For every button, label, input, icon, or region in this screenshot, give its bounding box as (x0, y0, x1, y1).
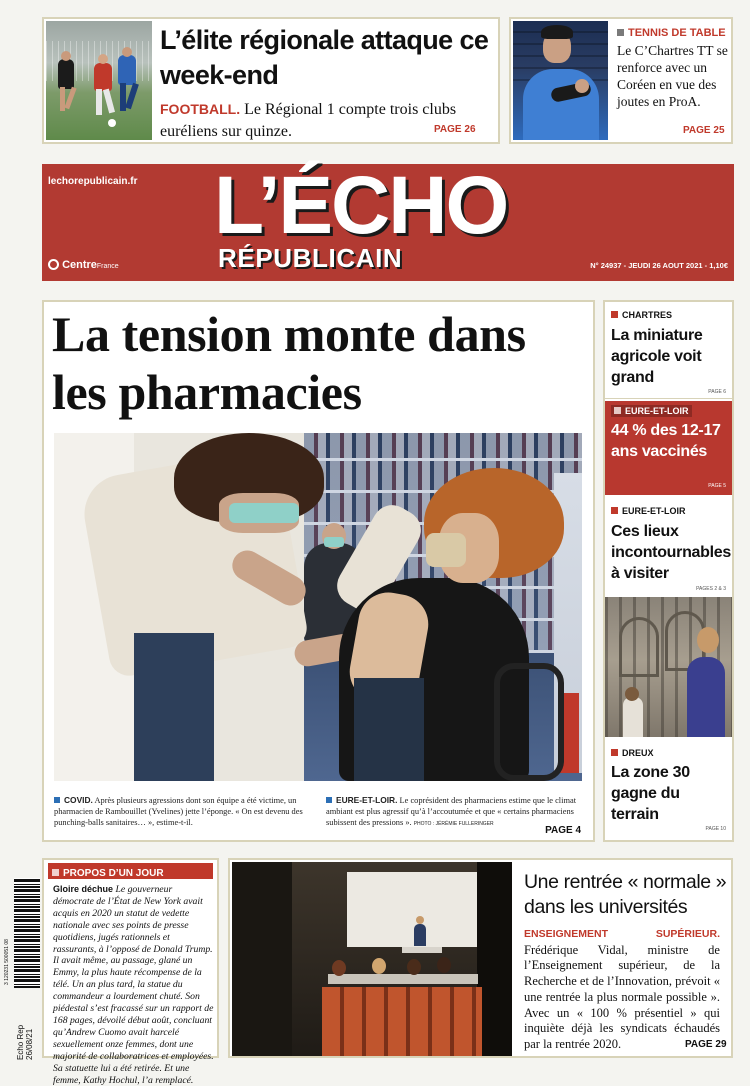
football-text: FOOTBALL. Le Régional 1 compte trois clubs euréliens sur quinze. (160, 101, 457, 140)
kicker-square-icon (611, 749, 618, 756)
caption-left: COVID. Après plusieurs agressions dont son équipe a été victime, un pharmacien de Rambouillet (Yvelines) jette l’éponge. « On est devenu des punching-balls sanitaires… », estime-t-il. (54, 795, 303, 827)
kicker-square-icon (611, 507, 618, 514)
main-page: PAGE 4 (545, 825, 581, 836)
sidebar-item-vaccination[interactable]: EURE-ET-LOIR 44 % des 12-17 ans vaccinés PAGE 5 (605, 401, 732, 495)
masthead-site-url[interactable]: lechorepublicain.fr (48, 176, 138, 187)
kicker-square-icon (617, 29, 624, 36)
main-headline: La tension monte dans les pharmacies (52, 306, 526, 420)
sidebar-item-dreux[interactable]: DREUX La zone 30 gagne du terrain PAGE 10 (605, 738, 732, 840)
centre-france-icon (48, 259, 59, 270)
group-logo[interactable]: CentreFrance (48, 259, 119, 271)
caption-square-icon (326, 797, 332, 803)
kicker-square-icon (611, 311, 618, 318)
barcode-number: 3 120231 500051 08 (4, 939, 10, 985)
sidebar-item-chartres[interactable]: CHARTRES La miniature agricole voit grand PAGE 6 (605, 302, 732, 399)
sidebar-page: PAGE 10 (705, 826, 726, 832)
tennis-page: PAGE 25 (683, 125, 725, 136)
football-photo (46, 21, 152, 140)
issue-info: N° 24937 - JEUDI 26 AOUT 2021 - 1,10€ (590, 261, 728, 270)
tennis-photo (513, 21, 608, 140)
university-text: ENSEIGNEMENT SUPÉRIEUR. Frédérique Vidal, ministre de l’Enseignement supérieur, de la Recherche et de l’Innovation, prévoit « une rentrée la plus normale possible ». Avec un « 100 % présentiel » qui inquiète déjà les syndicats échaudés par la rentrée 2020. (524, 928, 720, 1051)
teaser-football[interactable] (42, 17, 500, 144)
masthead-subtitle: RÉPUBLICAIN (218, 243, 403, 273)
football-headline: L’élite régionale attaque ce week-end (160, 25, 489, 90)
sidebar-title: La miniature agricole voit grand (611, 327, 703, 386)
university-page: PAGE 29 (685, 1039, 727, 1050)
sidebar-page: PAGE 5 (708, 483, 726, 489)
university-kicker: ENSEIGNEMENT SUPÉRIEUR. (524, 928, 720, 940)
sidebar-page: PAGE 6 (708, 389, 726, 395)
lecture-hall-photo (232, 862, 512, 1056)
main-story[interactable] (42, 300, 595, 842)
tennis-text: Le C’Chartres TT se renforce avec un Coréen en vue des joutes en ProA. (617, 43, 728, 109)
university-headline: Une rentrée « normale » dans les universités (524, 871, 727, 918)
masthead-title: L’ÉCHO (214, 160, 508, 251)
sidebar-page: PAGES 2 & 3 (696, 586, 726, 592)
kicker-square-icon (614, 407, 621, 414)
football-page: PAGE 26 (434, 124, 476, 135)
photo-credit: PHOTO : JÉRÉMIE FULLERINGER (413, 821, 494, 827)
barcode (14, 878, 40, 988)
propos-dun-jour[interactable] (42, 858, 219, 1086)
sidebar-title: La zone 30 gagne du terrain (611, 764, 690, 823)
propos-header: PROPOS D’UN JOUR (48, 863, 213, 879)
football-kicker: FOOTBALL. (160, 101, 241, 117)
masthead (42, 160, 734, 281)
university-story[interactable] (228, 858, 733, 1058)
teaser-tennis[interactable] (509, 17, 733, 144)
sidebar-title: Ces lieux incontournables à visiter (611, 523, 731, 582)
tennis-kicker: TENNIS DE TABLE (617, 27, 726, 39)
pharmacy-photo (54, 433, 582, 781)
barcode-label: Echo Rep 26/08/21 (16, 1024, 34, 1060)
lieux-photo (605, 597, 732, 737)
sidebar-item-lieux[interactable]: EURE-ET-LOIR Ces lieux incontournables à visiter PAGES 2 & 3 (605, 497, 732, 596)
caption-right: EURE-ET-LOIR. Le coprésident des pharmaciens estime que le climat ambiant est plus agressif qu’à l’accoutumée et que « certains pharmaciens subissent des pressions ». PHOTO : JÉRÉMIE FULLERINGER (326, 795, 577, 827)
kicker-square-icon (52, 869, 59, 876)
propos-text: Gloire déchue Le gouverneur démocrate de l’État de New York avait acquis en 2020 un statut de vedette nationale avec ses points de presse quotidiens, jugés rationnels et rassurants, à l’opposé de Donald Trump. Il avait même, au passage, glané un Emmy, la plus haute récompense de la télé. Un an plus tard, la statue du commandeur a lourdement chuté. Son piédestal s’est fracassé sur un rapport de 168 pages, dévoilé début août, concluant qu’Andrew Cuomo avait harcelé sexuellement onze femmes, dont une majorité de collaboratrices et employées. Sa statuette lui a été retirée. Et une femme, Kathy Hochul, l’a remplacé. (53, 884, 214, 1086)
sidebar-title: 44 % des 12-17 ans vaccinés (611, 422, 721, 460)
caption-square-icon (54, 797, 60, 803)
